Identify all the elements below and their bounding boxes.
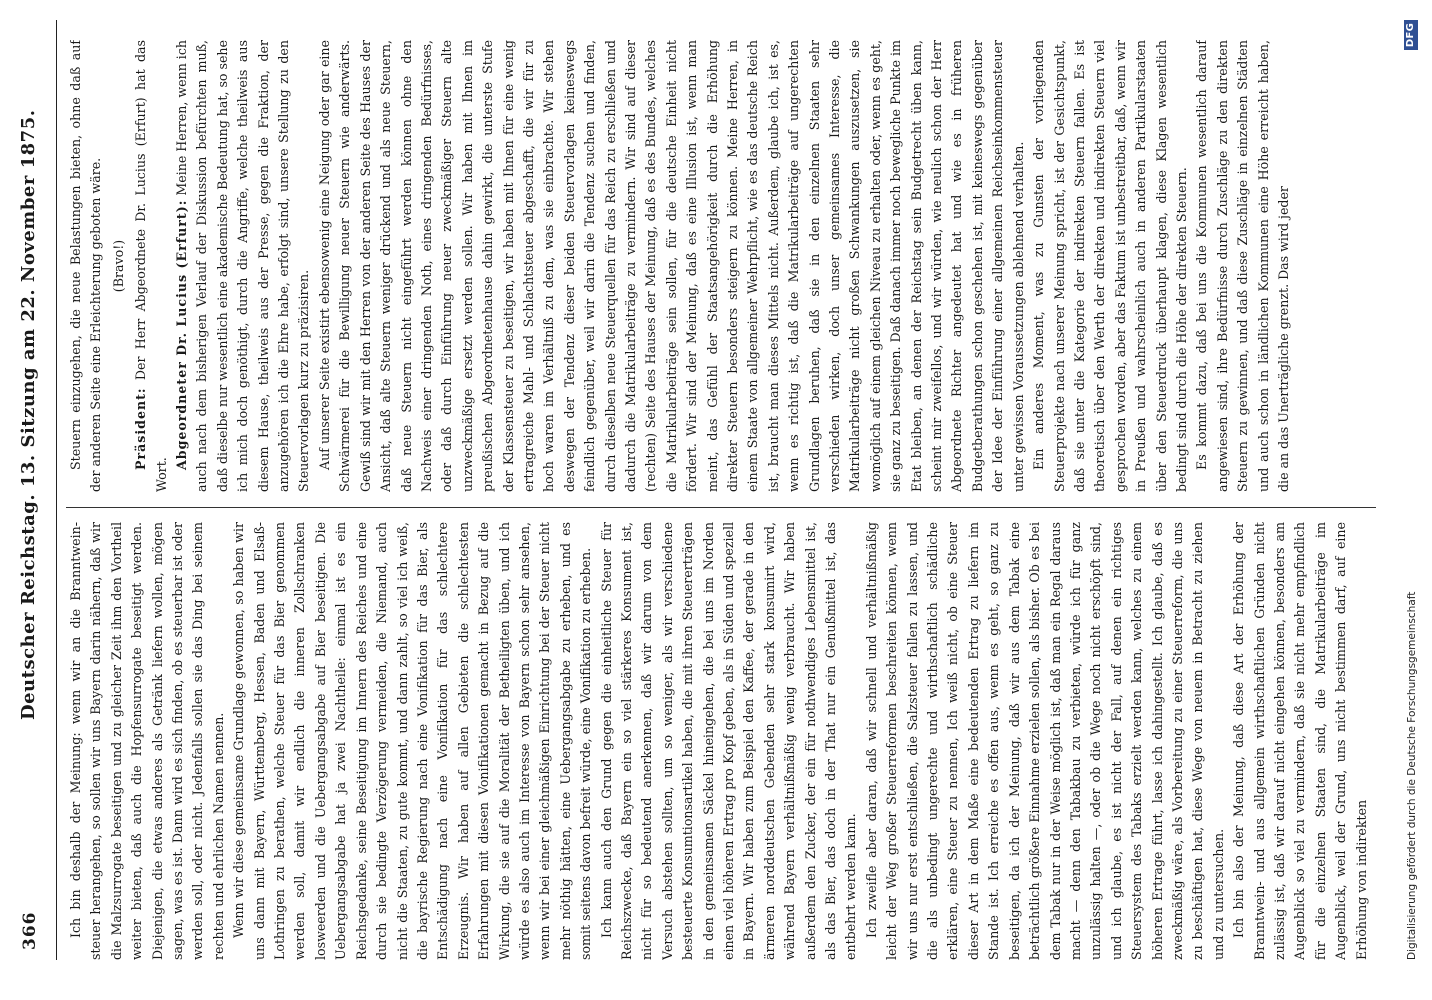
right-paragraph-5: Ein anderes Moment, was zu Gunsten der vorliegenden Steuerprojekte nach unserer Meinung spricht, ist der Gesichtspunkt, daß sie unter die Kategorie der indirekten Steuern fallen. Es ist theoretisch über den Werth der direkten und indirekten Steuern viel gesprochen worden, aber das Faktum ist unbestreitbar, daß, wenn wir in Preußen und wahrscheinlich auch in anderen Partikularstaaten über den Steuerdruck überhaupt klagen, diese Klagen wesentlich bedingt sind durch die Höhe der direkten Steuern. [1031,40,1189,492]
president-speaker: Präsident: [133,387,149,470]
president-text: Der Herr Abgeordnete Dr. Lucius (Erfurt) hat das Wort. [133,40,169,492]
digitization-credit [1404,20,1424,960]
right-column [66,40,1376,492]
applause-note: (Bravo!) [110,239,126,293]
left-paragraph-3: Ich kann auch den Grund gegen die einheitliche Steuer für Reichszwecke, daß Bayern ein so viel stärkeres Konsument ist, nicht für so bedeutend anerkennen, daß wir darum von dem Versuch abstehen sollten, um so weniger, als wir verschiedene besteuerte Konsumtionsartikel haben, die mit ihren Steuererträgen in den gemeinsamen Säckel hineingehen, die bei uns im Norden einen viel höheren Ertrag pro Kopf geben, als in Süden und speziell in Bayern. Wir haben zum Beispiel den Kaffee, der gerade in den ärmeren norddeutschen Gebenden sehr stark konsumirt wird, während Bayern verhältnißmäßig wenig verbraucht. Wir haben außerdem den Zucker, der ein für nothwendiges Lebensmittel ist, als das Bier, das doch in der That nur ein Genußmittel ist, das entbehrt werden kann. [598,522,859,960]
running-head: Deutscher Reichstag. 13. Sitzung am 22. November 1875. [18,109,39,720]
president-paragraph [131,40,172,492]
lucius-speaker: Abgeordneter Dr. Lucius (Erfurt): [174,199,190,470]
header-rule [56,20,57,960]
dfg-logo: DFG [1404,20,1418,50]
right-paragraph-4: Auf unserer Seite existirt ebensowenig eine Neigung oder gar eine Schwärmerei für die Bewilligung neuer Steuern wie anderwärts. Gewiß sind wir mit den Herren von der anderen Seite des Hauses der Ansicht, daß alte Steuern weniger drückend und als neue Steuern, daß neue Steuern nicht eingeführt werden können ohne den Nachweis einer dringenden Noth, eines dringenden Bedürfnisses, oder daß durch Einführung neuer zweckmäßiger Steuern alte unzweckmäßige ersetzt werden sollen. Wir haben mit Ihnen im preußischen Abgeordnetenhause dahin gewirkt, die unterste Stufe der Klassensteuer zu beseitigen, wir haben mit Ihnen für eine wenig ertragreiche Mahl- und Schlachtsteuer abgeschafft, die wir für zu hoch waren im Verhältniß zu dem, was sie einbrachte. Wir stehen deswegen der Tendenz dieser beiden Steuervorlagen keineswegs feindlich gegenüber, weil wir darin die Tendenz suchen und finden, durch dieselben neue Steuerquellen für das Reich zu erschließen und dadurch die Matrikularbeiträge zu vermindern. Wir sind auf dieser (rechten) Seite des Hauses der Meinung, daß es des Bundes, welches die Matrikularbeiträge sein sollen, für die deutsche Einheit nicht fördert. Wir sind der Meinung, daß es eine Illusion ist, wenn man meint, das Gefühl der Staatsangehörigkeit durch die Erhöhung direkter Steuern besonders steigern zu können. Meine Herren, in einem Staate von allgemeiner Wehrpflicht, wie es das deutsche Reich ist, braucht man dieses Mittels nicht. Außerdem, glaube ich, ist es, wenn es richtig ist, daß die Matrikularbeiträge auf ungerechten Grundlagen beruhen, daß sie in den einzelnen Staaten sehr verschieden wirken, doch unser gemeinsames Interesse, die Matrikularbeiträge nicht großen Schwankungen auszusetzen, sie womöglich auf einem gleichen Niveau zu erhalten oder, wenn es geht, sie ganz zu beseitigen. Daß danach immer noch bewegliche Punkte im Etat bleiben, an denen der Reichstag sein Budgetrecht üben kann, scheint mir zweifellos, und wir würden, wie neulich schon der Herr Abgeordnete Richter angedeutet hat und wie es in früheren Budgetberathungen schon geschehen ist, mit keineswegs gegenüber der Idee der Einführung einer allgemeinen Reichseinkommensteuer unter gewissen Voraussetzungen ablehnend verhalten. [316,40,1026,492]
page-number: 366 [20,911,40,950]
right-paragraph-6: Es kommt dazu, daß bei uns die Kommunen wesentlich darauf angewiesen sind, ihre Bedürfnisse durch Zuschläge zu den direkten Steuern zu gewinnen, und daß diese Zuschläge in einzelnen Städten und auch schon in ländlichen Kommunen eine Höhe erreicht haben, die an das Unerträgliche grenzt. Das wird jeder [1194,40,1291,492]
left-paragraph-5: Ich bin also der Meinung, daß diese Art der Erhöhung der Branntwein- und aus allgemein wirthschaftlichen Gründen nicht zulässig ist, daß wir darauf nicht eingehen können, besonders am Augenblick so viel zu vermindern, daß sie nicht mehr empfindlich für die einzelnen Staaten sind, die Matrikularbeiträge im Augenblick, weil der Grund, uns nicht bestimmen darf, auf eine Erhöhung von indirekten [1231,522,1369,960]
lucius-paragraph [172,40,315,492]
column-divider [66,507,1376,508]
right-paragraph-1: Steuern einzugehen, die neue Belastungen bieten, ohne daß auf der anderen Seite eine Erleichterung geboten wäre. [68,40,104,492]
left-column [66,522,1376,960]
lucius-text: Meine Herren, wenn ich auch nach dem bisherigen Verlauf der Diskussion befürchten muß, daß dieselbe nur wesentlich eine akademische Bedeutung hat, so sehe ich mich doch genöthigt, durch die Angriffe, welche theilweis aus diesem Hause, theilweis aus der Presse, gegen die Fraktion, der anzugehören ich die Ehre habe, erfolgt sind, unsere Stellung zu den Steuervorlagen kurz zu präzisiren. [174,40,312,492]
digitization-credit-text: Digitalisierung gefördert durch die Deutsche Forschungsgemeinschaft [1406,591,1418,960]
left-paragraph-2: Wenn wir diese gemeinsame Grundlage gewonnen, so haben wir uns dann mit Bayern, Württemberg, Hessen, Baden und Elsaß-Lothringen zu berathen, welche Steuer für das Bier genommen werden soll, damit wir endlich die inneren Zollschranken losweerden und die Uebergangsabgabe auf Bier beseitigen. Die Uebergangsabgabe hat ja zwei Nachtheile: einmal ist es ein Reichsgedanke, seine Beseitigung im Innern des Reiches und eine durch sie bedingte Verzögerung vermeiden, die Niemand, auch nicht die Staaten, zu gute kommt, und dann zahlt, so viel ich weiß, die bayrische Regierung nach eine Vonifikation für das Bier, als Entschädigung nach eine Vonifikation für das schlechtere Erzeugnis. Wir haben auf allen Gebieten die schlechtesten Erfahrungen mit diesen Vonifikationen gemacht in Bezug auf die Wirkung, die sie auf die Moralität der Betheiligten üben, und ich würde es also auch im Interesse von Bayern schon sehr ansehen, wenn wir bei einer gleichmäßigen Einrichtung bei der Steuer nicht mehr nöthig hätten, eine Uebergangsabgabe zu erheben, und es somit seitens davon befreit würde, eine Vonifikation zu erheben. [231,522,594,960]
left-paragraph-4: Ich zweifle aber daran, daß wir schnell und verhältnißmäßig leicht der Weg großer Steuerreformen beschreiten können, wenn wir uns nur erst entschließen, die Salzsteuer fallen zu lassen, und die als unbedingt ungerechte und wirthschaftlich schädliche erklären, eine Steuer zu nennen, Ich weiß nicht, ob eine Steuer dieser Art in dem Maße eine bedeutenden Ertrag zu liefern im Stande ist. Ich erreiche es offen aus, wenn es geht, so ganz zu beseitigen, da ich der Meinung, daß wir aus dem Tabak eine beträchtlich größere Einnahme erzielen sollen, als bisher. Ob es bei dem Tabak nur in der Weise möglich ist, daß man ein Regal daraus macht — denn den Tabakbau zu verbieten, würde ich für ganz unzulässig halten —, oder ob die Wege noch nicht erschöpft sind, und ich glaube, es ist nicht der Fall, auf denen ein richtiges Steuersystem des Tabaks erzielt werden kann, welches zu einem höheren Ertrage führt, lasse ich dahingestellt. Ich glaube, daß es zweckmäßig wäre, als Vorbereitung zu einer Steuerreform, die uns zu beschäftigen hat, diese Wege von neuem in Betracht zu ziehen und zu untersuchen. [863,522,1226,960]
page-header [0,0,60,1000]
left-paragraph-1: Ich bin deshalb der Meinung: wenn wir an die Branntwein- steuer herangehen, so sollen wir uns Bayern darin nähern, daß wir die Malzsurrogate beseitigen und zu gleicher Zeit ihm den Vortheil weiter bieten, daß auch die Hopfensurrogate beseitigt werden. Diejenigen, die etwas anderes als Getränk liefern wollen, mögen sagen, was es ist. Dann wird es sich finden, ob es steuerbar ist oder werden soll, oder nicht. Jedenfalls sollen sie das Ding bei seinem rechten und ehrlichen Namen nennen. [68,522,226,960]
